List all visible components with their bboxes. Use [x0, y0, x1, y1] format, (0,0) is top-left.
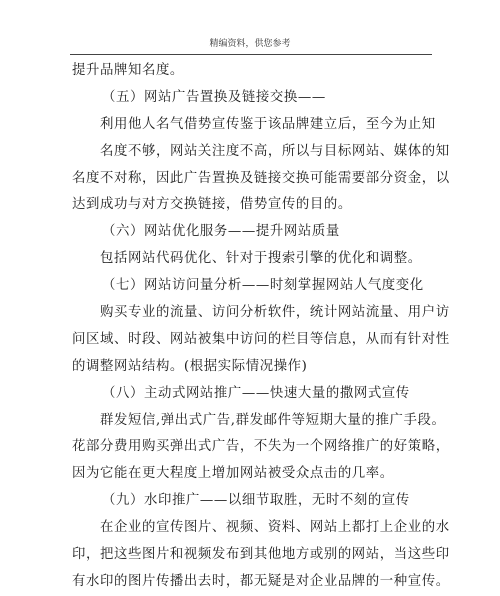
paragraph-line: 有水印的图片传播出去时，都无疑是对企业品牌的一种宣传。	[72, 573, 450, 589]
paragraph-line: 花部分费用购买弹出式广告，不失为一个网络推广的好策略，	[72, 439, 450, 455]
paragraph-line: 购买专业的流量、访问分析软件，统计网站流量、用户访	[100, 305, 450, 321]
paragraph-line: 包括网站代码优化、针对于搜索引擎的优化和调整。	[100, 251, 422, 267]
paragraph-line: 名度不够，网站关注度不高，所以与目标网站、媒体的知	[100, 143, 450, 159]
paragraph-line: 利用他人名气借势宣传鉴于该品牌建立后，至今为止知	[100, 116, 436, 132]
paragraph-line: 印，把这些图片和视频发布到其他地方或别的网站，当这些印	[72, 547, 450, 563]
paragraph-line: 的调整网站结构。(根据实际情况操作)	[72, 358, 308, 374]
paragraph-line: 达到成功与对方交换链接，借势宣传的目的。	[72, 197, 352, 213]
section-heading-9: （九）水印推广——以细节取胜，无时不刻的宣传	[102, 493, 410, 509]
paragraph-line: 因为它能在更大程度上增加网站被受众点击的几率。	[72, 466, 394, 482]
document-body	[72, 58, 450, 596]
paragraph-line: 提升品牌知名度。	[72, 63, 184, 78]
section-heading-7: （七）网站访问量分析——时刻掌握网站人气度变化	[102, 278, 424, 294]
section-heading-5: （五）网站广告置换及链接交换——	[102, 89, 326, 105]
paragraph-line: 名度不对称，因此广告置换及链接交换可能需要部分资金，以	[72, 170, 450, 186]
paragraph-line: 在企业的宣传图片、视频、资料、网站上都打上企业的水	[100, 520, 450, 536]
section-heading-8: （八）主动式网站推广——快速大量的撒网式宣传	[102, 385, 410, 401]
section-heading-6: （六）网站优化服务——提升网站质量	[102, 224, 340, 240]
header-rule	[70, 54, 432, 55]
page-header: 精编资料，供您参考	[209, 39, 291, 49]
paragraph-line: 群发短信,弹出式广告,群发邮件等短期大量的推广手段。	[100, 412, 446, 428]
paragraph-line: 问区域、时段、网站被集中访问的栏目等信息，从而有针对性	[72, 331, 450, 347]
